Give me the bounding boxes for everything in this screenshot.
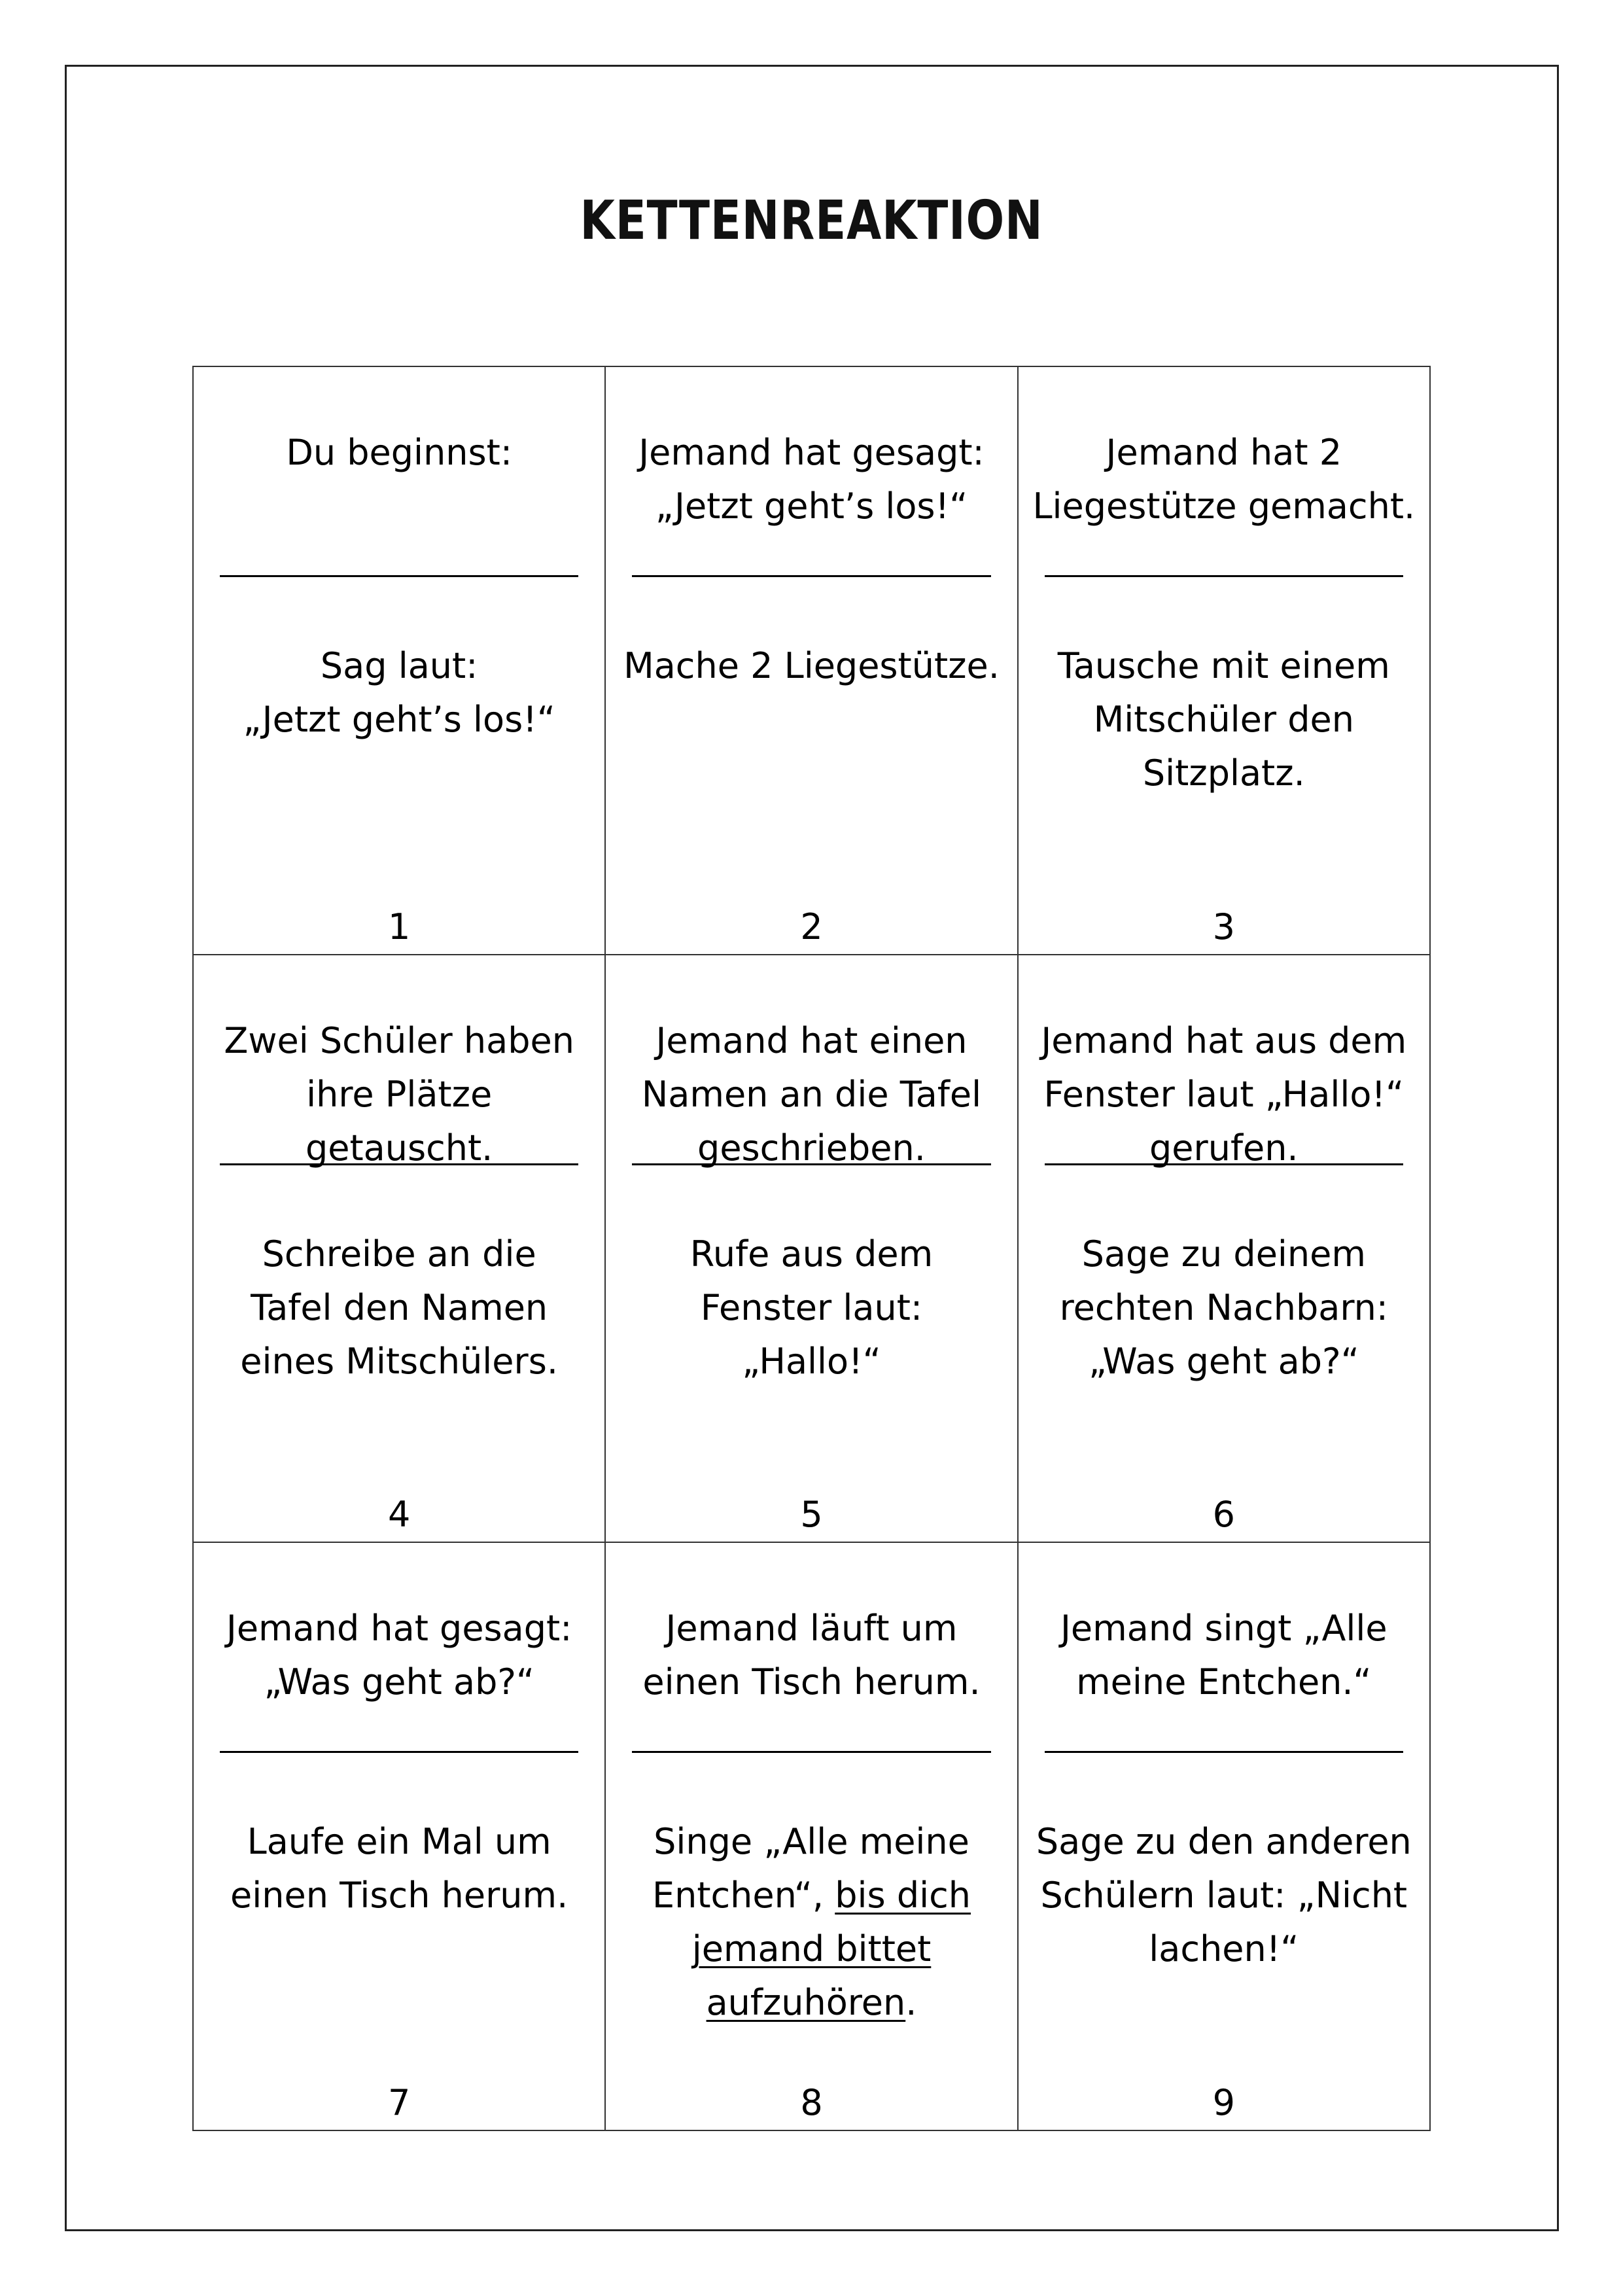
card-8 xyxy=(606,1543,1018,2131)
card-separator-line xyxy=(1045,1163,1403,1165)
card-7 xyxy=(194,1543,606,2131)
card-condition: Jemand läuft um einen Tisch herum. xyxy=(642,1608,981,1703)
card-number: 7 xyxy=(387,2082,411,2123)
card-action-period: . xyxy=(905,1982,917,2024)
card-separator-line xyxy=(632,1163,990,1165)
card-action-text: Singe „Alle meine Entchen“, xyxy=(652,1821,969,1916)
card-action: Sage zu deinem rechten Nachbarn: „Was geht ab?“ xyxy=(1059,1233,1388,1382)
card-separator-line xyxy=(632,575,990,577)
card-condition: Jemand singt „Alle meine Entchen.“ xyxy=(1060,1608,1387,1703)
card-action: Tausche mit einem Mitschüler den Sitzplatz. xyxy=(1057,645,1390,794)
card-separator-line xyxy=(632,1751,990,1753)
card-separator-line xyxy=(220,575,578,577)
card-action: Sag laut: „Jetzt geht’s los!“ xyxy=(243,645,555,740)
card-action: Schreibe an die Tafel den Namen eines Mitschülers. xyxy=(240,1233,559,1382)
card-separator-line xyxy=(1045,1751,1403,1753)
card-number: 8 xyxy=(800,2082,823,2123)
card-separator-line xyxy=(220,1751,578,1753)
card-action: Mache 2 Liegestütze. xyxy=(623,645,1000,686)
card-4 xyxy=(194,955,606,1544)
card-number: 2 xyxy=(800,906,823,947)
card-action: Rufe aus dem Fenster laut: „Hallo!“ xyxy=(689,1233,934,1382)
card-3 xyxy=(1019,367,1431,955)
card-number: 6 xyxy=(1212,1494,1235,1536)
card-1 xyxy=(194,367,606,955)
card-condition: Jemand hat gesagt: „Was geht ab?“ xyxy=(226,1608,572,1703)
card-5 xyxy=(606,955,1018,1544)
card-condition: Jemand hat einen Namen an die Tafel geschrieben. xyxy=(641,1019,982,1169)
card-condition: Jemand hat gesagt: „Jetzt geht’s los!“ xyxy=(638,432,985,527)
card-condition: Du beginnst: xyxy=(286,432,513,473)
card-9 xyxy=(1019,1543,1431,2131)
card-condition: Jemand hat 2 Liegestütze gemacht. xyxy=(1032,432,1416,527)
card-number: 9 xyxy=(1212,2082,1235,2123)
card-action: Sage zu den anderen Schülern laut: „Nicht lachen!“ xyxy=(1036,1821,1412,1970)
card-6 xyxy=(1019,955,1431,1544)
card-action xyxy=(606,1815,1017,2030)
card-grid xyxy=(192,366,1431,2131)
card-condition: Jemand hat aus dem Fenster laut „Hallo!“ gerufen. xyxy=(1041,1019,1407,1169)
card-condition: Zwei Schüler haben ihre Plätze getauscht. xyxy=(224,1019,574,1169)
card-action: Laufe ein Mal um einen Tisch herum. xyxy=(230,1821,568,1916)
card-separator-line xyxy=(1045,575,1403,577)
card-2 xyxy=(606,367,1018,955)
card-separator-line xyxy=(220,1163,578,1165)
card-action-underlined-text: bis dich jemand bittet aufzuhören xyxy=(691,1875,971,2024)
card-number: 1 xyxy=(387,906,411,947)
card-number: 5 xyxy=(800,1494,823,1536)
worksheet-title: KETTENREAKTION xyxy=(580,190,1043,252)
card-number: 4 xyxy=(387,1494,411,1536)
card-number: 3 xyxy=(1212,906,1235,947)
